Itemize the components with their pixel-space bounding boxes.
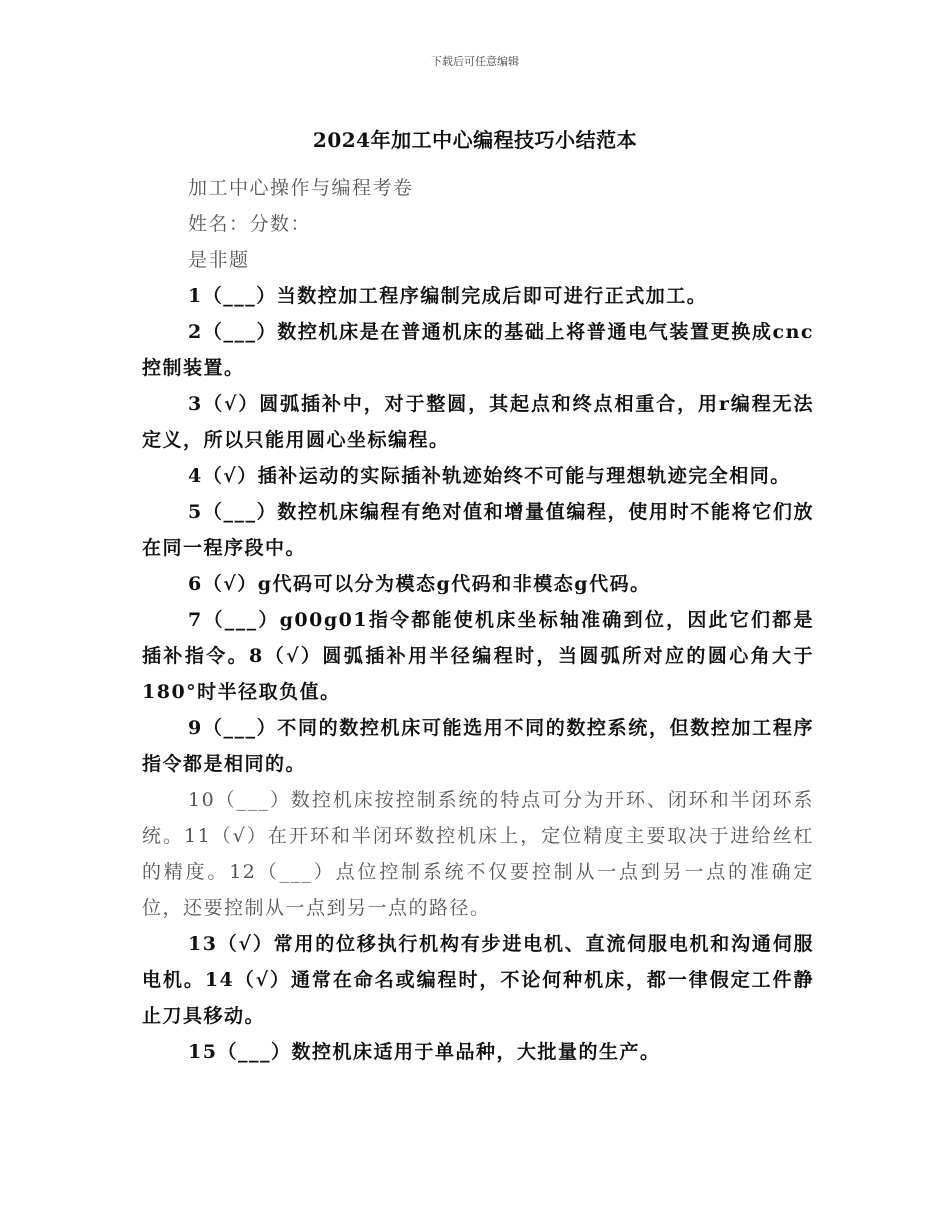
- section-heading: 是非题: [188, 249, 250, 271]
- question-2: 2（___）数控机床是在普通机床的基础上将普通电气装置更换成cnc控制装置。: [142, 321, 814, 379]
- question-3: 3（√）圆弧插补中，对于整圆，其起点和终点相重合，用r编程无法定义，所以只能用圆心坐标编程。: [142, 393, 814, 451]
- question-13-14: 13（√）常用的位移执行机构有步进电机、直流伺服电机和沟通伺服电机。14（√）通常在命名或编程时，不论何种机床，都一律假定工件静止刀具移动。: [142, 933, 814, 1027]
- header-note: 下载后可任意编辑: [431, 55, 519, 68]
- question-9: 9（___）不同的数控机床可能选用不同的数控系统，但数控加工程序指令都是相同的。: [142, 717, 814, 775]
- name-score-line: 姓名：分数：: [188, 213, 312, 235]
- question-6: 6（√）g代码可以分为模态g代码和非模态g代码。: [188, 573, 651, 595]
- document-title: 2024年加工中心编程技巧小结范本: [312, 128, 638, 152]
- question-10-12: 10（___）数控机床按控制系统的特点可分为开环、闭环和半闭环系统。11（√）在开环和半闭环数控机床上，定位精度主要取决于进给丝杠的精度。12（___）点位控制系统不仅要控制从一点到另一点的准确定位，还要控制从一点到另一点的路径。: [142, 789, 814, 919]
- document-body: [142, 170, 814, 1070]
- question-5: 5（___）数控机床编程有绝对值和增量值编程，使用时不能将它们放在同一程序段中。: [142, 501, 814, 559]
- exam-title: 加工中心操作与编程考卷: [188, 177, 414, 199]
- question-15: 15（___）数控机床适用于单品种，大批量的生产。: [188, 1041, 661, 1063]
- question-7-8: 7（___）g00g01指令都能使机床坐标轴准确到位，因此它们都是插补指令。8（√）圆弧插补用半径编程时，当圆弧所对应的圆心角大于180°时半径取负值。: [142, 609, 814, 703]
- question-1: 1（___）当数控加工程序编制完成后即可进行正式加工。: [188, 285, 708, 307]
- question-4: 4（√）插补运动的实际插补轨迹始终不可能与理想轨迹完全相同。: [188, 465, 791, 487]
